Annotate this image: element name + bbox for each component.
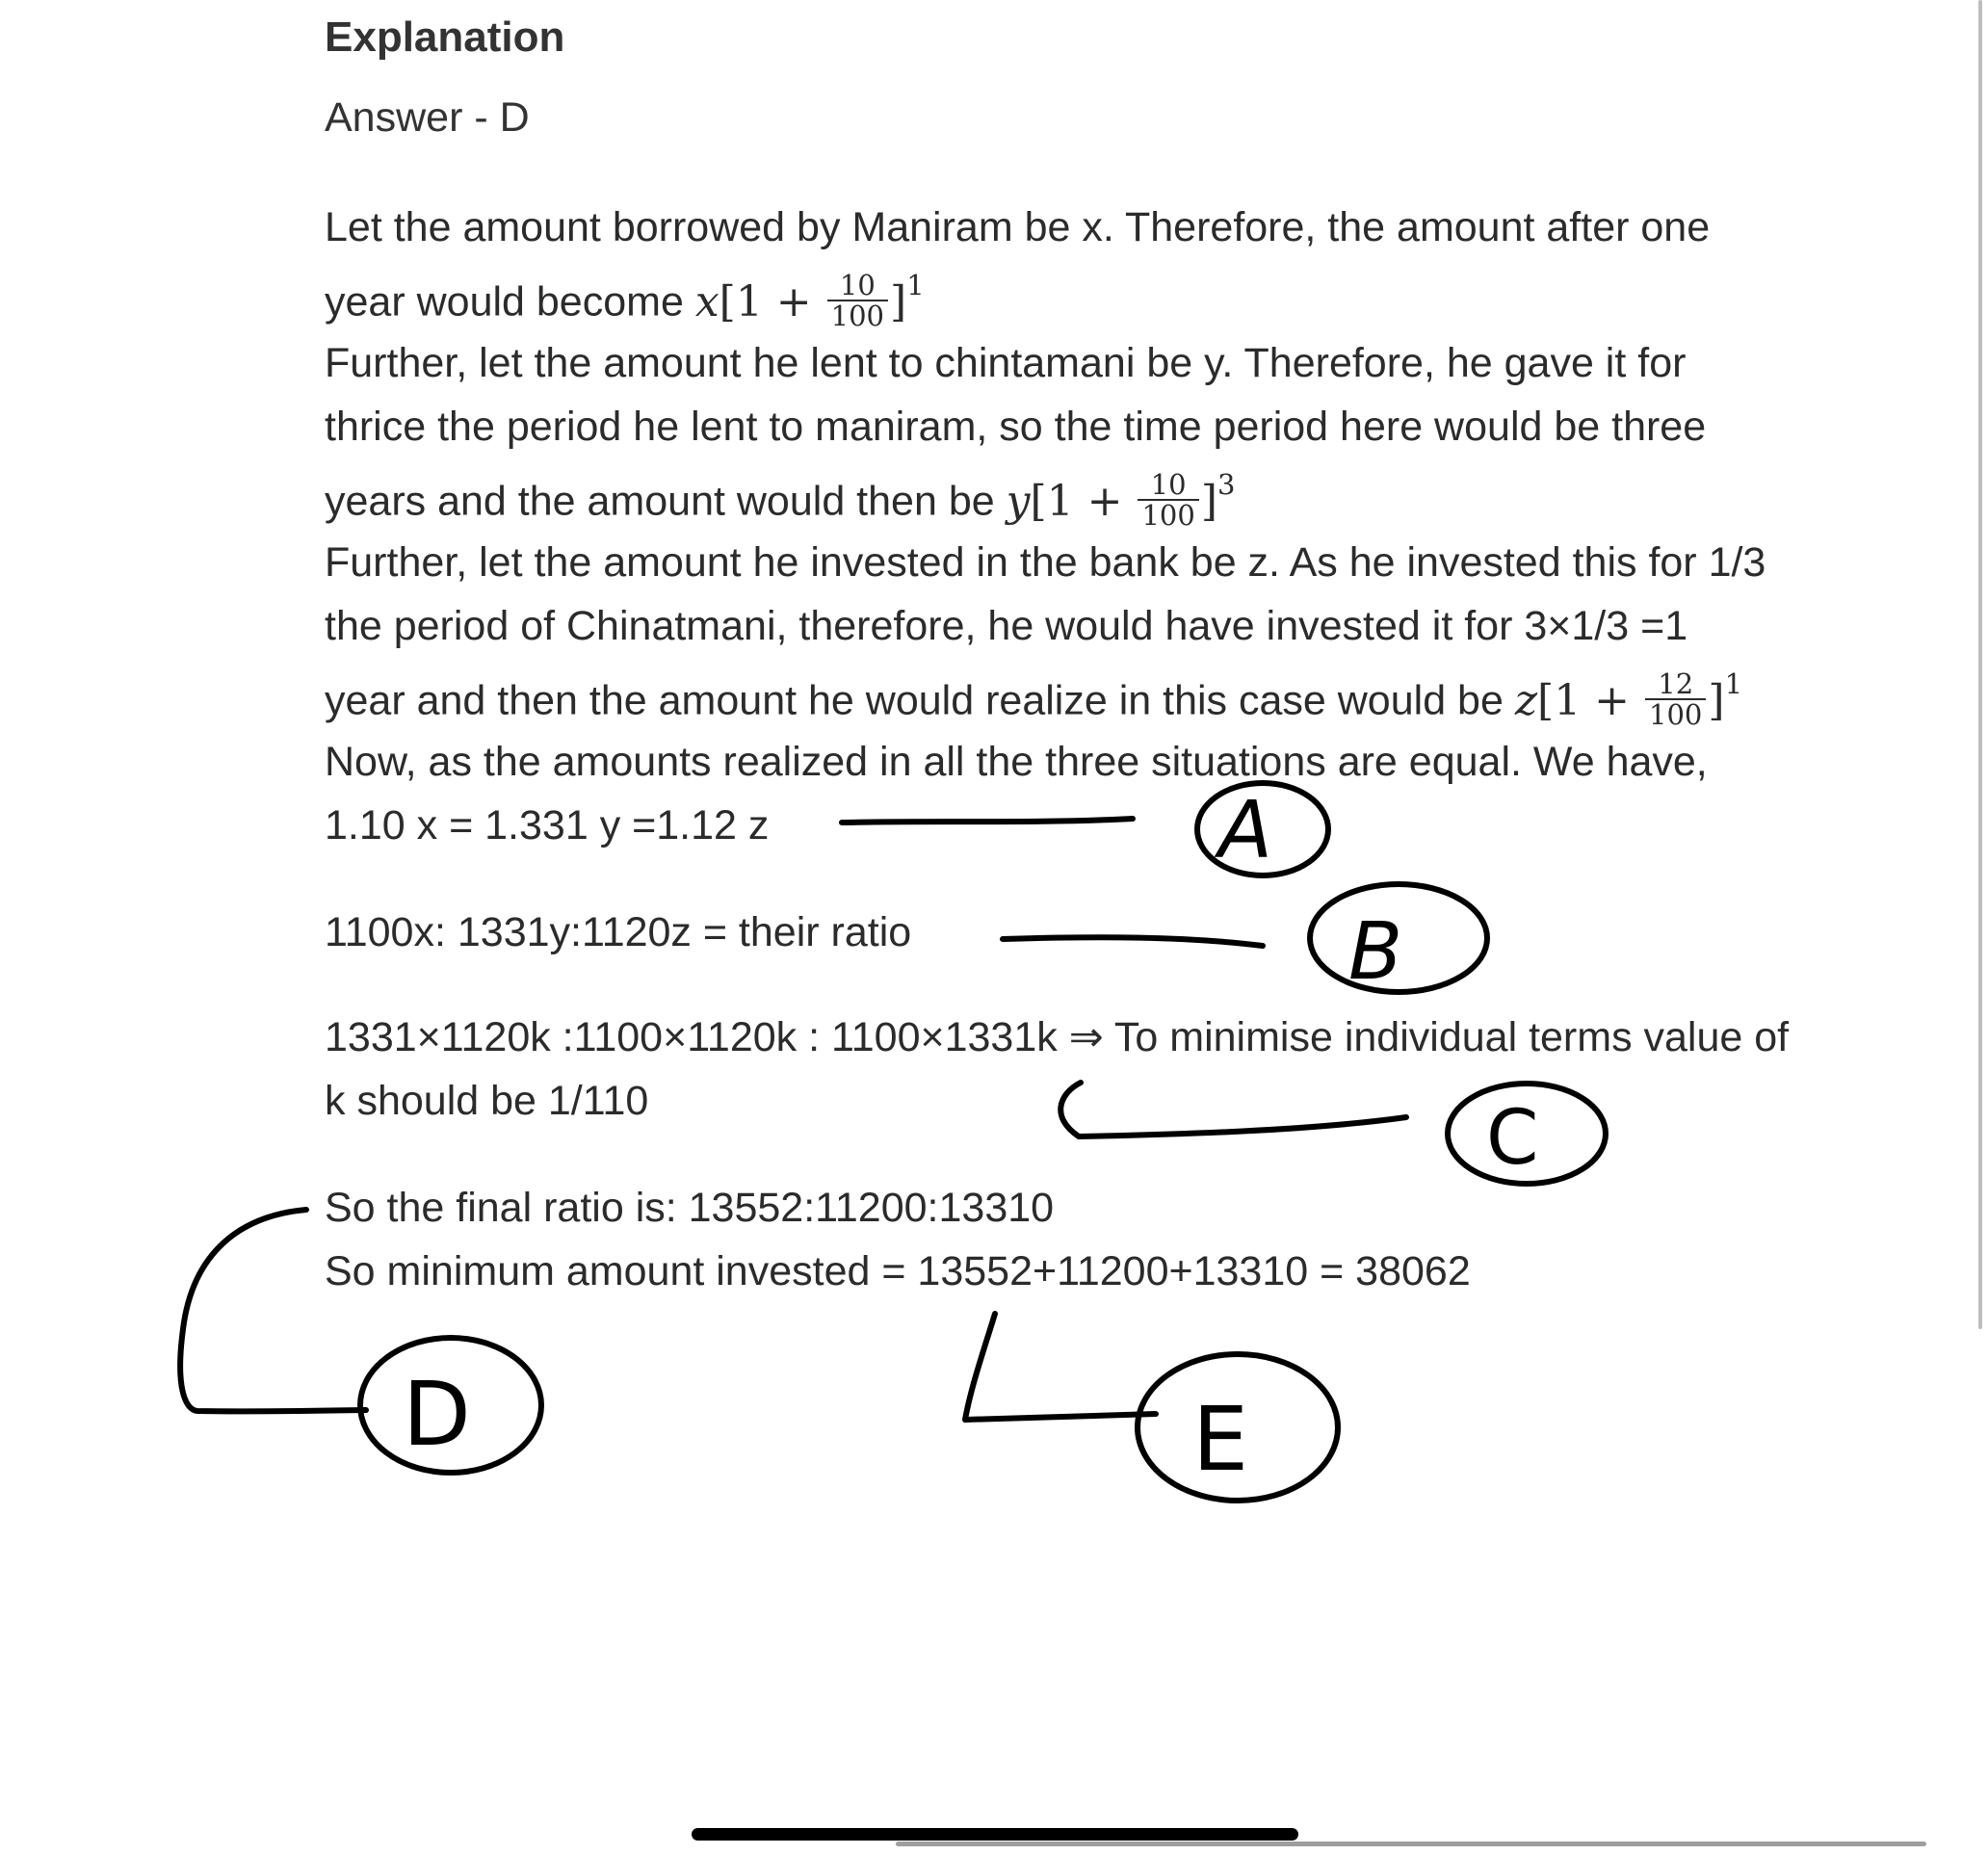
paragraph2-line3 <box>325 458 1235 534</box>
annotation-letter-b: B <box>1348 906 1403 998</box>
fraction: $\frac{12}{100}$ <box>1645 669 1706 729</box>
ratio-line: 1100x: 1331y:1120z = their ratio <box>325 909 912 955</box>
paragraph4-line1: Now, as the amounts realized in all the three situations are equal. We have, <box>325 739 1708 785</box>
annotation-circle-e <box>1138 1354 1338 1501</box>
annotation-circle-a <box>1197 783 1328 875</box>
fraction: $\frac{10}{100}$ <box>827 271 888 330</box>
fraction: $\frac{10}{100}$ <box>1138 470 1198 530</box>
paragraph3-line3 <box>325 658 1742 733</box>
paragraph1-line2-text: year would become <box>325 278 695 326</box>
minimise-line2: k should be 1/110 <box>325 1078 649 1124</box>
annotation-letter-d: D <box>403 1363 471 1466</box>
paragraph3-line3-text: year and then the amount he would realize in this case would be <box>325 677 1515 724</box>
minimum-amount-line: So minimum amount invested = 13552+11200+13310 = 38062 <box>325 1248 1471 1294</box>
equation-line: 1.10 x = 1.331 y =1.12 z <box>325 802 770 849</box>
horizontal-scrollbar[interactable] <box>896 1842 1926 1846</box>
annotation-arrow-c <box>1060 1083 1406 1137</box>
home-indicator[interactable] <box>692 1828 1298 1841</box>
paragraph3-line2: the period of Chinatmani, therefore, he would have invested it for 3×1/3 =1 <box>325 603 1688 649</box>
formula-z: z[1 + $\frac{12}{100}$ ]$^1$ <box>1514 667 1743 732</box>
paragraph3-line1: Further, let the amount he invested in the bank be z. As he invested this for 1/3 <box>325 539 1766 586</box>
annotation-letter-c: C <box>1486 1095 1539 1182</box>
annotation-letter-e: E <box>1192 1388 1249 1491</box>
annotation-arrow-e <box>965 1314 1156 1420</box>
paragraph2-line2: thrice the period he lent to maniram, so the time period here would be three <box>325 404 1707 450</box>
annotation-circle-d <box>360 1338 541 1473</box>
paragraph1-line2 <box>325 259 925 334</box>
annotation-letter-a: A <box>1218 785 1273 876</box>
minimise-line1: 1331×1120k :1100×1120k : 1100×1331k ⇒ To minimise individual terms value of <box>325 1014 1790 1060</box>
paragraph1-line1: Let the amount borrowed by Maniram be x. Therefore, the amount after one <box>325 204 1711 250</box>
answer-label: Answer - D <box>325 94 530 141</box>
annotation-arrow-b <box>1003 937 1263 946</box>
annotation-arrow-a <box>842 819 1133 823</box>
explanation-heading: Explanation <box>325 13 565 61</box>
annotation-circle-c <box>1448 1084 1606 1184</box>
annotation-circle-b <box>1310 884 1487 992</box>
final-ratio-line: So the final ratio is: 13552:11200:13310 <box>325 1185 1055 1231</box>
formula-x: x[1 + $\frac{10}{100}$ ]$^1$ <box>694 269 925 333</box>
vertical-scrollbar[interactable] <box>1978 0 1982 1329</box>
formula-y: y[1 + $\frac{10}{100}$ ]$^3$ <box>1006 468 1236 533</box>
paragraph2-line1: Further, let the amount he lent to chintamani be y. Therefore, he gave it for <box>325 340 1687 386</box>
paragraph2-line3-text: years and the amount would then be <box>325 478 1007 525</box>
